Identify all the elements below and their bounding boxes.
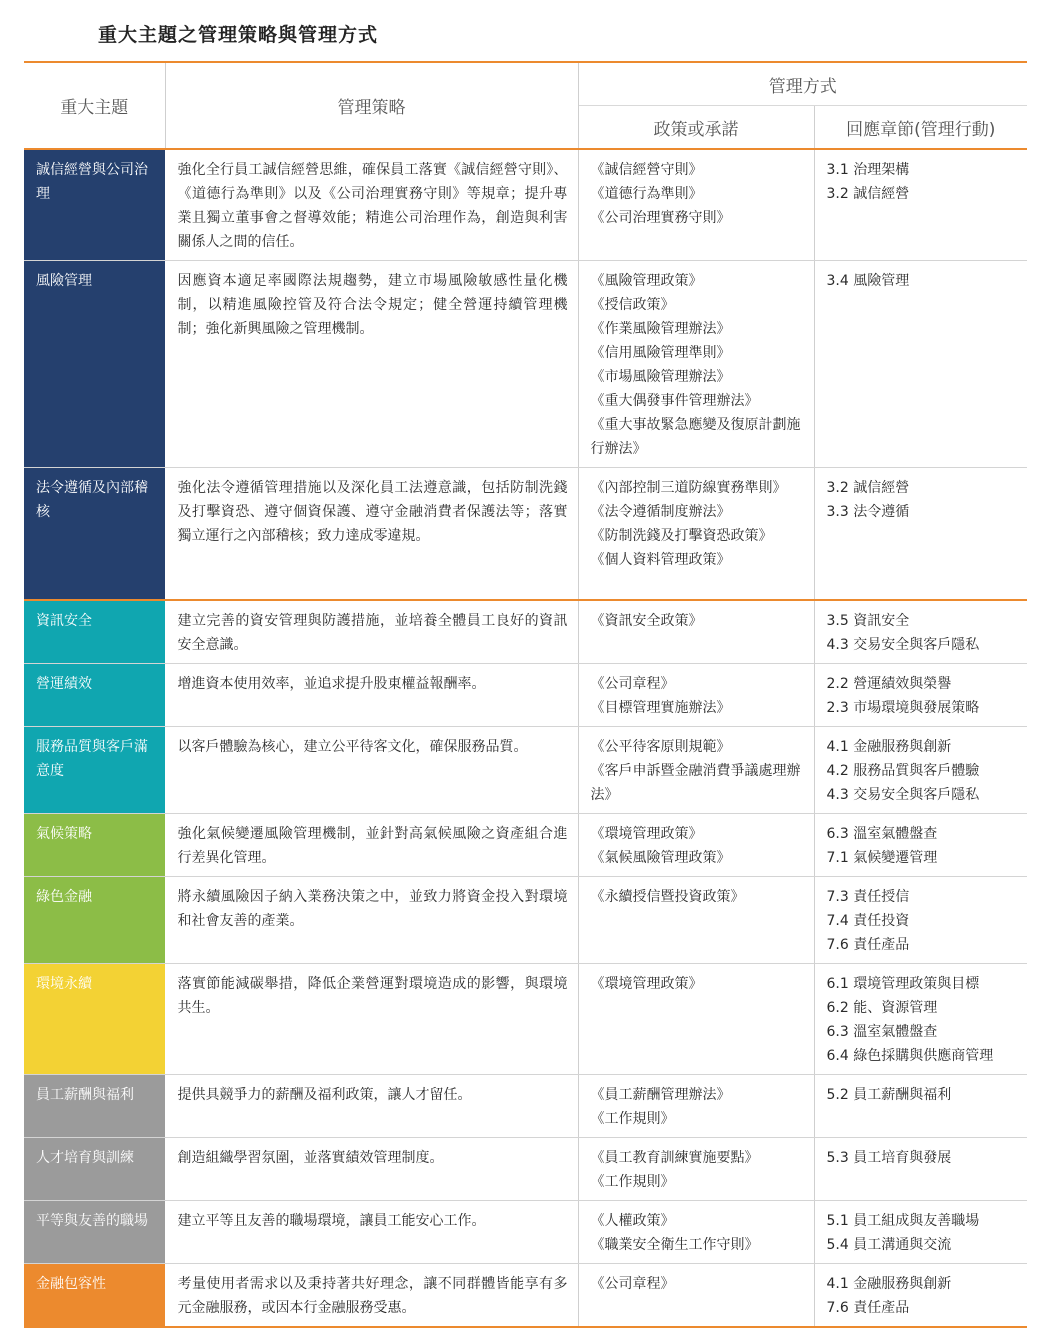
table-row bbox=[24, 600, 1027, 664]
table-row bbox=[24, 149, 1027, 261]
chapter-cell bbox=[814, 963, 1027, 1074]
policy-item: 《人權政策》 bbox=[590, 1212, 675, 1229]
policy-item: 《防制洗錢及打擊資恐政策》 bbox=[590, 528, 773, 544]
chapter-item: 3.2 誠信經營 bbox=[826, 186, 910, 202]
chapter-item: 2.3 市場環境與發展策略 bbox=[826, 699, 980, 716]
policy-item: 《誠信經營守則》 bbox=[590, 162, 703, 178]
policy-cell bbox=[578, 1263, 814, 1327]
chapter-item: 3.1 治理架構 bbox=[826, 162, 910, 178]
material-topics-table bbox=[24, 61, 1027, 1328]
chapter-item: 6.3 溫室氣體盤查 bbox=[826, 1023, 938, 1040]
policy-item: 《內部控制三道防線實務準則》 bbox=[590, 480, 787, 496]
strategy-cell: 因應資本適足率國際法規趨勢，建立市場風險敏感性量化機制，以精進風險控管及符合法令規定；健全營運持續管理機制；強化新興風險之管理機制。 bbox=[165, 261, 578, 468]
table-row bbox=[24, 963, 1027, 1074]
policy-item: 《客戶申訴暨金融消費爭議處理辦法》 bbox=[590, 762, 801, 803]
chapter-item: 4.3 交易安全與客戶隱私 bbox=[826, 636, 980, 653]
topic-cell: 金融包容性 bbox=[24, 1263, 165, 1327]
policy-item: 《市場風險管理辦法》 bbox=[590, 369, 731, 385]
policy-item: 《公平待客原則規範》 bbox=[590, 738, 731, 755]
topic-cell: 服務品質與客戶滿意度 bbox=[24, 726, 165, 813]
topic-cell: 平等與友善的職場 bbox=[24, 1200, 165, 1263]
policy-item: 《環境管理政策》 bbox=[590, 975, 703, 992]
topic-cell: 營運績效 bbox=[24, 663, 165, 726]
policy-cell bbox=[578, 876, 814, 963]
topic-cell: 綠色金融 bbox=[24, 876, 165, 963]
policy-item: 《永續授信暨投資政策》 bbox=[590, 888, 745, 905]
chapter-item: 3.4 風險管理 bbox=[826, 273, 910, 289]
chapter-cell bbox=[814, 149, 1027, 261]
chapter-item: 7.6 責任產品 bbox=[826, 1299, 910, 1316]
strategy-cell: 提供具競爭力的薪酬及福利政策，讓人才留任。 bbox=[165, 1074, 578, 1137]
chapter-item: 5.2 員工薪酬與福利 bbox=[826, 1086, 952, 1103]
chapter-item: 7.6 責任產品 bbox=[826, 936, 910, 953]
strategy-cell: 落實節能減碳舉措，降低企業營運對環境造成的影響，與環境共生。 bbox=[165, 963, 578, 1074]
table-row bbox=[24, 1200, 1027, 1263]
policy-item: 《資訊安全政策》 bbox=[590, 612, 703, 629]
chapter-item: 7.3 責任授信 bbox=[826, 888, 910, 905]
chapter-item: 3.5 資訊安全 bbox=[826, 612, 910, 629]
chapter-item: 4.3 交易安全與客戶隱私 bbox=[826, 786, 980, 803]
chapter-item: 7.4 責任投資 bbox=[826, 912, 910, 929]
strategy-cell: 強化氣候變遷風險管理機制，並針對高氣候風險之資產組合進行差異化管理。 bbox=[165, 813, 578, 876]
strategy-cell: 建立完善的資安管理與防護措施，並培養全體員工良好的資訊安全意識。 bbox=[165, 600, 578, 664]
chapter-item: 5.1 員工組成與友善職場 bbox=[826, 1212, 980, 1229]
chapter-cell bbox=[814, 1200, 1027, 1263]
topic-cell: 風險管理 bbox=[24, 261, 165, 468]
policy-cell bbox=[578, 261, 814, 468]
chapter-item: 4.1 金融服務與創新 bbox=[826, 738, 952, 755]
policy-item: 《信用風險管理準則》 bbox=[590, 345, 731, 361]
policy-cell bbox=[578, 1074, 814, 1137]
chapter-item: 2.2 營運績效與榮譽 bbox=[826, 675, 952, 692]
chapter-cell bbox=[814, 726, 1027, 813]
chapter-cell bbox=[814, 261, 1027, 468]
chapter-cell bbox=[814, 1263, 1027, 1327]
header-topic: 重大主題 bbox=[24, 62, 165, 149]
policy-cell bbox=[578, 726, 814, 813]
topic-cell: 員工薪酬與福利 bbox=[24, 1074, 165, 1137]
chapter-cell bbox=[814, 876, 1027, 963]
chapter-cell bbox=[814, 468, 1027, 600]
policy-item: 《員工教育訓練實施要點》 bbox=[590, 1149, 759, 1166]
chapter-item: 4.2 服務品質與客戶體驗 bbox=[826, 762, 980, 779]
chapter-item: 5.3 員工培育與發展 bbox=[826, 1149, 952, 1166]
table-row bbox=[24, 1263, 1027, 1327]
policy-cell bbox=[578, 468, 814, 600]
topic-cell: 氣候策略 bbox=[24, 813, 165, 876]
topic-cell: 誠信經營與公司治理 bbox=[24, 149, 165, 261]
table-row bbox=[24, 468, 1027, 600]
policy-item: 《風險管理政策》 bbox=[590, 273, 703, 289]
policy-cell bbox=[578, 1200, 814, 1263]
strategy-cell: 增進資本使用效率，並追求提升股東權益報酬率。 bbox=[165, 663, 578, 726]
table-row bbox=[24, 876, 1027, 963]
chapter-item: 7.1 氣候變遷管理 bbox=[826, 849, 938, 866]
policy-cell bbox=[578, 963, 814, 1074]
table-row bbox=[24, 261, 1027, 468]
chapter-item: 3.2 誠信經營 bbox=[826, 480, 910, 496]
topic-cell: 環境永續 bbox=[24, 963, 165, 1074]
header-policy: 政策或承諾 bbox=[578, 106, 814, 150]
topic-cell: 資訊安全 bbox=[24, 600, 165, 664]
strategy-cell: 將永續風險因子納入業務決策之中，並致力將資金投入對環境和社會友善的產業。 bbox=[165, 876, 578, 963]
policy-item: 《法令遵循制度辦法》 bbox=[590, 504, 731, 520]
policy-item: 《授信政策》 bbox=[590, 297, 675, 313]
policy-item: 《重大事故緊急應變及復原計劃施行辦法》 bbox=[590, 417, 801, 457]
chapter-item: 4.1 金融服務與創新 bbox=[826, 1275, 952, 1292]
chapter-item: 5.4 員工溝通與交流 bbox=[826, 1236, 952, 1253]
policy-item: 《道德行為準則》 bbox=[590, 186, 703, 202]
policy-cell bbox=[578, 600, 814, 664]
table-row bbox=[24, 726, 1027, 813]
chapter-cell bbox=[814, 600, 1027, 664]
policy-item: 《公司治理實務守則》 bbox=[590, 210, 731, 226]
policy-item: 《公司章程》 bbox=[590, 1275, 675, 1292]
table-row bbox=[24, 1074, 1027, 1137]
chapter-cell bbox=[814, 813, 1027, 876]
table-row bbox=[24, 663, 1027, 726]
policy-item: 《工作規則》 bbox=[590, 1173, 675, 1190]
chapter-cell bbox=[814, 663, 1027, 726]
strategy-cell: 以客戶體驗為核心，建立公平待客文化，確保服務品質。 bbox=[165, 726, 578, 813]
chapter-item: 6.1 環境管理政策與目標 bbox=[826, 975, 980, 992]
policy-item: 《重大偶發事件管理辦法》 bbox=[590, 393, 759, 409]
chapter-item: 6.3 溫室氣體盤查 bbox=[826, 825, 938, 842]
topic-cell: 人才培育與訓練 bbox=[24, 1137, 165, 1200]
table-row bbox=[24, 1137, 1027, 1200]
strategy-cell: 建立平等且友善的職場環境，讓員工能安心工作。 bbox=[165, 1200, 578, 1263]
strategy-cell: 強化全行員工誠信經營思維，確保員工落實《誠信經營守則》、《道德行為準則》以及《公司治理實務守則》等規章；提升專業且獨立董事會之督導效能；精進公司治理作為，創造與利害關係人之間的信任。 bbox=[165, 149, 578, 261]
header-chapters: 回應章節(管理行動) bbox=[814, 106, 1027, 150]
strategy-cell: 考量使用者需求以及秉持著共好理念，讓不同群體皆能享有多元金融服務，或因本行金融服務受惠。 bbox=[165, 1263, 578, 1327]
policy-cell bbox=[578, 149, 814, 261]
policy-cell bbox=[578, 663, 814, 726]
chapter-cell bbox=[814, 1137, 1027, 1200]
policy-item: 《員工薪酬管理辦法》 bbox=[590, 1086, 731, 1103]
strategy-cell: 強化法令遵循管理措施以及深化員工法遵意識，包括防制洗錢及打擊資恐、遵守個資保護、遵守金融消費者保護法等；落實獨立運行之內部稽核；致力達成零違規。 bbox=[165, 468, 578, 600]
topic-cell: 法令遵循及內部稽核 bbox=[24, 468, 165, 600]
policy-item: 《個人資料管理政策》 bbox=[590, 552, 731, 568]
chapter-item: 6.2 能、資源管理 bbox=[826, 999, 938, 1016]
policy-item: 《公司章程》 bbox=[590, 675, 675, 692]
strategy-cell: 創造組織學習氛圍，並落實績效管理制度。 bbox=[165, 1137, 578, 1200]
policy-cell bbox=[578, 1137, 814, 1200]
policy-cell bbox=[578, 813, 814, 876]
policy-item: 《目標管理實施辦法》 bbox=[590, 699, 731, 716]
page-title: 重大主題之管理策略與管理方式 bbox=[98, 24, 379, 46]
chapter-item: 3.3 法令遵循 bbox=[826, 504, 910, 520]
table-row bbox=[24, 813, 1027, 876]
policy-item: 《氣候風險管理政策》 bbox=[590, 849, 731, 866]
policy-item: 《環境管理政策》 bbox=[590, 825, 703, 842]
chapter-cell bbox=[814, 1074, 1027, 1137]
chapter-item: 6.4 綠色採購與供應商管理 bbox=[826, 1047, 994, 1064]
policy-item: 《職業安全衛生工作守則》 bbox=[590, 1236, 759, 1253]
policy-item: 《工作規則》 bbox=[590, 1110, 675, 1127]
header-method: 管理方式 bbox=[578, 62, 1027, 106]
policy-item: 《作業風險管理辦法》 bbox=[590, 321, 731, 337]
header-strategy: 管理策略 bbox=[165, 62, 578, 149]
